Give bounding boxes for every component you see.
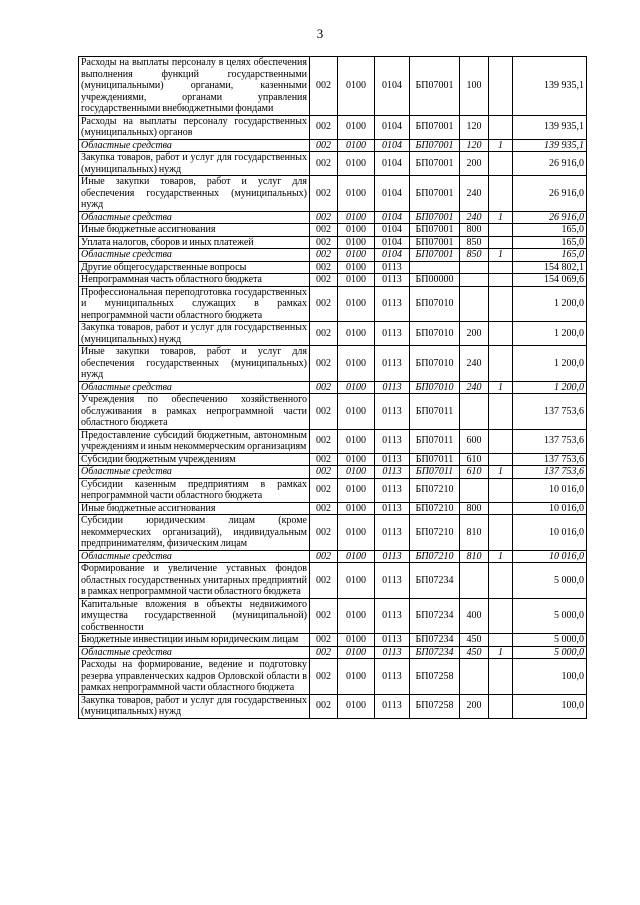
row-target-code: БП07011 xyxy=(410,429,460,453)
row-subsection-code: 0113 xyxy=(375,634,410,647)
row-target-code: БП07258 xyxy=(410,659,460,695)
table-row xyxy=(79,139,587,152)
row-target-code: БП07001 xyxy=(410,176,460,212)
table-row xyxy=(79,515,587,551)
row-admin-code: 002 xyxy=(310,634,338,647)
row-target-code: БП07001 xyxy=(410,211,460,224)
row-expense-type-code: 810 xyxy=(460,515,489,551)
row-expense-type-code: 120 xyxy=(460,115,489,139)
row-source-code xyxy=(489,634,513,647)
row-admin-code: 002 xyxy=(310,115,338,139)
row-expense-type-code: 240 xyxy=(460,176,489,212)
row-admin-code: 002 xyxy=(310,694,338,718)
row-section-code: 0100 xyxy=(338,57,375,116)
row-amount: 137 753,6 xyxy=(513,429,587,453)
row-section-code: 0100 xyxy=(338,152,375,176)
row-source-code xyxy=(489,176,513,212)
row-section-code: 0100 xyxy=(338,478,375,502)
table-row xyxy=(79,57,587,116)
row-expense-type-code: 450 xyxy=(460,634,489,647)
row-section-code: 0100 xyxy=(338,659,375,695)
row-amount: 165,0 xyxy=(513,224,587,237)
table-row xyxy=(79,286,587,322)
row-source-code xyxy=(489,598,513,634)
row-amount: 139 935,1 xyxy=(513,139,587,152)
row-admin-code: 002 xyxy=(310,453,338,466)
row-subsection-code: 0113 xyxy=(375,515,410,551)
row-name: Предоставление субсидий бюджетным, автономным учреждениям и иным некоммерческим организациям xyxy=(79,429,310,453)
row-source-code xyxy=(489,57,513,116)
row-section-code: 0100 xyxy=(338,286,375,322)
row-subsection-code: 0104 xyxy=(375,152,410,176)
table-row xyxy=(79,429,587,453)
row-expense-type-code: 240 xyxy=(460,381,489,394)
row-amount: 165,0 xyxy=(513,236,587,249)
row-amount: 26 916,0 xyxy=(513,211,587,224)
row-subsection-code: 0113 xyxy=(375,322,410,346)
row-source-code xyxy=(489,453,513,466)
row-source-code xyxy=(489,694,513,718)
row-admin-code: 002 xyxy=(310,176,338,212)
row-admin-code: 002 xyxy=(310,274,338,287)
row-amount: 5 000,0 xyxy=(513,563,587,599)
row-expense-type-code: 850 xyxy=(460,249,489,262)
row-subsection-code: 0113 xyxy=(375,598,410,634)
row-target-code: БП07001 xyxy=(410,249,460,262)
row-admin-code: 002 xyxy=(310,57,338,116)
row-subsection-code: 0104 xyxy=(375,176,410,212)
row-source-code xyxy=(489,322,513,346)
row-target-code xyxy=(410,261,460,274)
table-row xyxy=(79,453,587,466)
row-expense-type-code: 200 xyxy=(460,694,489,718)
row-section-code: 0100 xyxy=(338,646,375,659)
row-subsection-code: 0104 xyxy=(375,57,410,116)
row-source-code xyxy=(489,274,513,287)
row-section-code: 0100 xyxy=(338,466,375,479)
row-amount: 154 802,1 xyxy=(513,261,587,274)
row-admin-code: 002 xyxy=(310,394,338,430)
row-source-code: 1 xyxy=(489,550,513,563)
row-amount: 10 016,0 xyxy=(513,478,587,502)
table-row xyxy=(79,502,587,515)
row-section-code: 0100 xyxy=(338,502,375,515)
row-section-code: 0100 xyxy=(338,394,375,430)
table-row xyxy=(79,152,587,176)
row-source-code xyxy=(489,261,513,274)
table-row xyxy=(79,322,587,346)
row-target-code: БП07210 xyxy=(410,478,460,502)
row-name: Областные средства xyxy=(79,646,310,659)
row-name: Иные бюджетные ассигнования xyxy=(79,224,310,237)
row-expense-type-code: 800 xyxy=(460,224,489,237)
row-expense-type-code xyxy=(460,563,489,599)
row-subsection-code: 0113 xyxy=(375,274,410,287)
row-source-code: 1 xyxy=(489,211,513,224)
table-row xyxy=(79,634,587,647)
row-source-code xyxy=(489,659,513,695)
row-target-code: БП07001 xyxy=(410,224,460,237)
row-expense-type-code xyxy=(460,394,489,430)
row-amount: 5 000,0 xyxy=(513,646,587,659)
row-subsection-code: 0113 xyxy=(375,550,410,563)
row-name: Расходы на выплаты персоналу государственных (муниципальных) органов xyxy=(79,115,310,139)
row-section-code: 0100 xyxy=(338,176,375,212)
row-subsection-code: 0113 xyxy=(375,694,410,718)
row-section-code: 0100 xyxy=(338,598,375,634)
row-name: Другие общегосударственные вопросы xyxy=(79,261,310,274)
row-subsection-code: 0113 xyxy=(375,286,410,322)
row-admin-code: 002 xyxy=(310,381,338,394)
row-admin-code: 002 xyxy=(310,598,338,634)
row-subsection-code: 0113 xyxy=(375,394,410,430)
table-row xyxy=(79,598,587,634)
row-expense-type-code: 240 xyxy=(460,211,489,224)
table-row xyxy=(79,346,587,382)
row-source-code xyxy=(489,152,513,176)
row-name: Областные средства xyxy=(79,249,310,262)
row-expense-type-code xyxy=(460,286,489,322)
row-expense-type-code: 810 xyxy=(460,550,489,563)
table-row xyxy=(79,659,587,695)
table-row xyxy=(79,394,587,430)
row-source-code xyxy=(489,478,513,502)
row-amount: 154 069,6 xyxy=(513,274,587,287)
table-row xyxy=(79,115,587,139)
row-amount: 26 916,0 xyxy=(513,176,587,212)
row-section-code: 0100 xyxy=(338,236,375,249)
row-target-code: БП07234 xyxy=(410,598,460,634)
row-subsection-code: 0113 xyxy=(375,478,410,502)
table-row xyxy=(79,236,587,249)
row-name: Областные средства xyxy=(79,466,310,479)
row-target-code: БП07210 xyxy=(410,502,460,515)
row-admin-code: 002 xyxy=(310,466,338,479)
table-row xyxy=(79,478,587,502)
row-amount: 139 935,1 xyxy=(513,57,587,116)
row-name: Областные средства xyxy=(79,550,310,563)
row-section-code: 0100 xyxy=(338,139,375,152)
row-target-code: БП07234 xyxy=(410,634,460,647)
row-target-code: БП00000 xyxy=(410,274,460,287)
row-admin-code: 002 xyxy=(310,563,338,599)
row-section-code: 0100 xyxy=(338,346,375,382)
row-section-code: 0100 xyxy=(338,274,375,287)
row-amount: 165,0 xyxy=(513,249,587,262)
row-subsection-code: 0113 xyxy=(375,381,410,394)
row-source-code xyxy=(489,563,513,599)
row-subsection-code: 0113 xyxy=(375,429,410,453)
row-name: Областные средства xyxy=(79,139,310,152)
table-row xyxy=(79,249,587,262)
row-admin-code: 002 xyxy=(310,550,338,563)
row-admin-code: 002 xyxy=(310,429,338,453)
row-subsection-code: 0104 xyxy=(375,224,410,237)
row-section-code: 0100 xyxy=(338,211,375,224)
row-section-code: 0100 xyxy=(338,453,375,466)
row-target-code: БП07258 xyxy=(410,694,460,718)
row-expense-type-code: 120 xyxy=(460,139,489,152)
row-expense-type-code: 100 xyxy=(460,57,489,116)
row-expense-type-code: 200 xyxy=(460,322,489,346)
row-subsection-code: 0113 xyxy=(375,453,410,466)
row-admin-code: 002 xyxy=(310,236,338,249)
row-target-code: БП07010 xyxy=(410,381,460,394)
row-admin-code: 002 xyxy=(310,515,338,551)
row-amount: 10 016,0 xyxy=(513,502,587,515)
row-name: Иные закупки товаров, работ и услуг для обеспечения государственных (муниципальных) нужд xyxy=(79,346,310,382)
row-target-code: БП07001 xyxy=(410,57,460,116)
row-expense-type-code: 800 xyxy=(460,502,489,515)
row-target-code: БП07011 xyxy=(410,453,460,466)
row-target-code: БП07234 xyxy=(410,646,460,659)
row-source-code xyxy=(489,502,513,515)
row-subsection-code: 0104 xyxy=(375,115,410,139)
row-name: Областные средства xyxy=(79,211,310,224)
row-admin-code: 002 xyxy=(310,211,338,224)
row-target-code: БП07001 xyxy=(410,236,460,249)
row-expense-type-code: 850 xyxy=(460,236,489,249)
budget-table xyxy=(78,56,587,719)
row-expense-type-code: 240 xyxy=(460,346,489,382)
row-target-code: БП07011 xyxy=(410,394,460,430)
row-target-code: БП07210 xyxy=(410,515,460,551)
row-target-code: БП07001 xyxy=(410,152,460,176)
row-amount: 26 916,0 xyxy=(513,152,587,176)
row-source-code xyxy=(489,224,513,237)
row-source-code xyxy=(489,394,513,430)
row-name: Закупка товаров, работ и услуг для государственных (муниципальных) нужд xyxy=(79,322,310,346)
row-admin-code: 002 xyxy=(310,261,338,274)
table-row xyxy=(79,261,587,274)
row-name: Закупка товаров, работ и услуг для государственных (муниципальных) нужд xyxy=(79,694,310,718)
table-row xyxy=(79,224,587,237)
row-expense-type-code: 400 xyxy=(460,598,489,634)
row-name: Формирование и увеличение уставных фондов областных государственных унитарных предприятий в рамках непрограммной части областного бюджета xyxy=(79,563,310,599)
row-section-code: 0100 xyxy=(338,224,375,237)
row-name: Профессиональная переподготовка государственных и муниципальных служащих в рамках непрограммной части областного бюджета xyxy=(79,286,310,322)
row-name: Расходы на выплаты персоналу в целях обеспечения выполнения функций государственными (муниципальными) органами, казенными учреждениями, органами управления государственными внебюджетными фондами xyxy=(79,57,310,116)
row-amount: 1 200,0 xyxy=(513,346,587,382)
row-target-code: БП07210 xyxy=(410,550,460,563)
table-row xyxy=(79,550,587,563)
table-row xyxy=(79,646,587,659)
budget-table-body xyxy=(79,57,587,719)
row-name: Непрограммная часть областного бюджета xyxy=(79,274,310,287)
row-admin-code: 002 xyxy=(310,322,338,346)
page-number: 3 xyxy=(316,26,324,41)
row-source-code: 1 xyxy=(489,381,513,394)
row-section-code: 0100 xyxy=(338,322,375,346)
row-amount: 137 753,6 xyxy=(513,453,587,466)
row-name: Закупка товаров, работ и услуг для государственных (муниципальных) нужд xyxy=(79,152,310,176)
row-target-code: БП07011 xyxy=(410,466,460,479)
table-row xyxy=(79,563,587,599)
row-subsection-code: 0113 xyxy=(375,659,410,695)
row-expense-type-code xyxy=(460,659,489,695)
row-target-code: БП07001 xyxy=(410,139,460,152)
row-source-code xyxy=(489,346,513,382)
row-admin-code: 002 xyxy=(310,659,338,695)
table-row xyxy=(79,274,587,287)
row-section-code: 0100 xyxy=(338,429,375,453)
row-source-code: 1 xyxy=(489,249,513,262)
row-expense-type-code: 610 xyxy=(460,453,489,466)
table-row xyxy=(79,381,587,394)
row-source-code: 1 xyxy=(489,646,513,659)
row-admin-code: 002 xyxy=(310,224,338,237)
row-section-code: 0100 xyxy=(338,115,375,139)
row-admin-code: 002 xyxy=(310,646,338,659)
row-name: Уплата налогов, сборов и иных платежей xyxy=(79,236,310,249)
row-amount: 1 200,0 xyxy=(513,286,587,322)
row-subsection-code: 0113 xyxy=(375,646,410,659)
row-name: Бюджетные инвестиции иным юридическим лицам xyxy=(79,634,310,647)
row-target-code: БП07234 xyxy=(410,563,460,599)
row-section-code: 0100 xyxy=(338,249,375,262)
row-name: Субсидии казенным предприятиям в рамках непрограммной части областного бюджета xyxy=(79,478,310,502)
row-amount: 137 753,6 xyxy=(513,466,587,479)
row-subsection-code: 0113 xyxy=(375,466,410,479)
row-expense-type-code: 600 xyxy=(460,429,489,453)
row-name: Учреждения по обеспечению хозяйственного обслуживания в рамках непрограммной части областного бюджета xyxy=(79,394,310,430)
row-admin-code: 002 xyxy=(310,249,338,262)
row-target-code: БП07010 xyxy=(410,286,460,322)
row-name: Иные закупки товаров, работ и услуг для обеспечения государственных (муниципальных) нужд xyxy=(79,176,310,212)
row-source-code xyxy=(489,236,513,249)
row-subsection-code: 0113 xyxy=(375,346,410,382)
row-source-code xyxy=(489,286,513,322)
row-expense-type-code xyxy=(460,478,489,502)
row-section-code: 0100 xyxy=(338,550,375,563)
row-admin-code: 002 xyxy=(310,139,338,152)
row-subsection-code: 0104 xyxy=(375,249,410,262)
row-name: Капитальные вложения в объекты недвижимого имущества государственной (муниципальной) собственности xyxy=(79,598,310,634)
row-name: Иные бюджетные ассигнования xyxy=(79,502,310,515)
row-subsection-code: 0104 xyxy=(375,236,410,249)
row-name: Субсидии бюджетным учреждениям xyxy=(79,453,310,466)
row-admin-code: 002 xyxy=(310,478,338,502)
row-section-code: 0100 xyxy=(338,381,375,394)
row-name: Расходы на формирование, ведение и подготовку резерва управленческих кадров Орловской области в рамках непрограммной части областного бюджета xyxy=(79,659,310,695)
row-expense-type-code: 200 xyxy=(460,152,489,176)
row-target-code: БП07001 xyxy=(410,115,460,139)
row-subsection-code: 0113 xyxy=(375,502,410,515)
row-name: Субсидии юридическим лицам (кроме некоммерческих организаций), индивидуальным предпринимателям, физическим лицам xyxy=(79,515,310,551)
row-amount: 10 016,0 xyxy=(513,515,587,551)
row-name: Областные средства xyxy=(79,381,310,394)
row-expense-type-code: 450 xyxy=(460,646,489,659)
row-target-code: БП07010 xyxy=(410,322,460,346)
row-source-code xyxy=(489,515,513,551)
row-expense-type-code: 610 xyxy=(460,466,489,479)
row-section-code: 0100 xyxy=(338,515,375,551)
row-subsection-code: 0104 xyxy=(375,139,410,152)
row-amount: 1 200,0 xyxy=(513,322,587,346)
table-row xyxy=(79,694,587,718)
table-row xyxy=(79,176,587,212)
table-row xyxy=(79,466,587,479)
row-admin-code: 002 xyxy=(310,502,338,515)
row-subsection-code: 0104 xyxy=(375,211,410,224)
row-target-code: БП07010 xyxy=(410,346,460,382)
row-amount: 137 753,6 xyxy=(513,394,587,430)
row-amount: 139 935,1 xyxy=(513,115,587,139)
row-expense-type-code xyxy=(460,274,489,287)
row-amount: 100,0 xyxy=(513,694,587,718)
row-section-code: 0100 xyxy=(338,261,375,274)
row-amount: 1 200,0 xyxy=(513,381,587,394)
row-source-code: 1 xyxy=(489,466,513,479)
row-subsection-code: 0113 xyxy=(375,563,410,599)
row-section-code: 0100 xyxy=(338,694,375,718)
row-amount: 100,0 xyxy=(513,659,587,695)
row-subsection-code: 0113 xyxy=(375,261,410,274)
row-section-code: 0100 xyxy=(338,634,375,647)
row-section-code: 0100 xyxy=(338,563,375,599)
row-admin-code: 002 xyxy=(310,152,338,176)
table-row xyxy=(79,211,587,224)
row-expense-type-code xyxy=(460,261,489,274)
row-amount: 5 000,0 xyxy=(513,598,587,634)
row-amount: 10 016,0 xyxy=(513,550,587,563)
row-source-code xyxy=(489,115,513,139)
row-source-code: 1 xyxy=(489,139,513,152)
row-admin-code: 002 xyxy=(310,346,338,382)
row-amount: 5 000,0 xyxy=(513,634,587,647)
row-admin-code: 002 xyxy=(310,286,338,322)
row-source-code xyxy=(489,429,513,453)
